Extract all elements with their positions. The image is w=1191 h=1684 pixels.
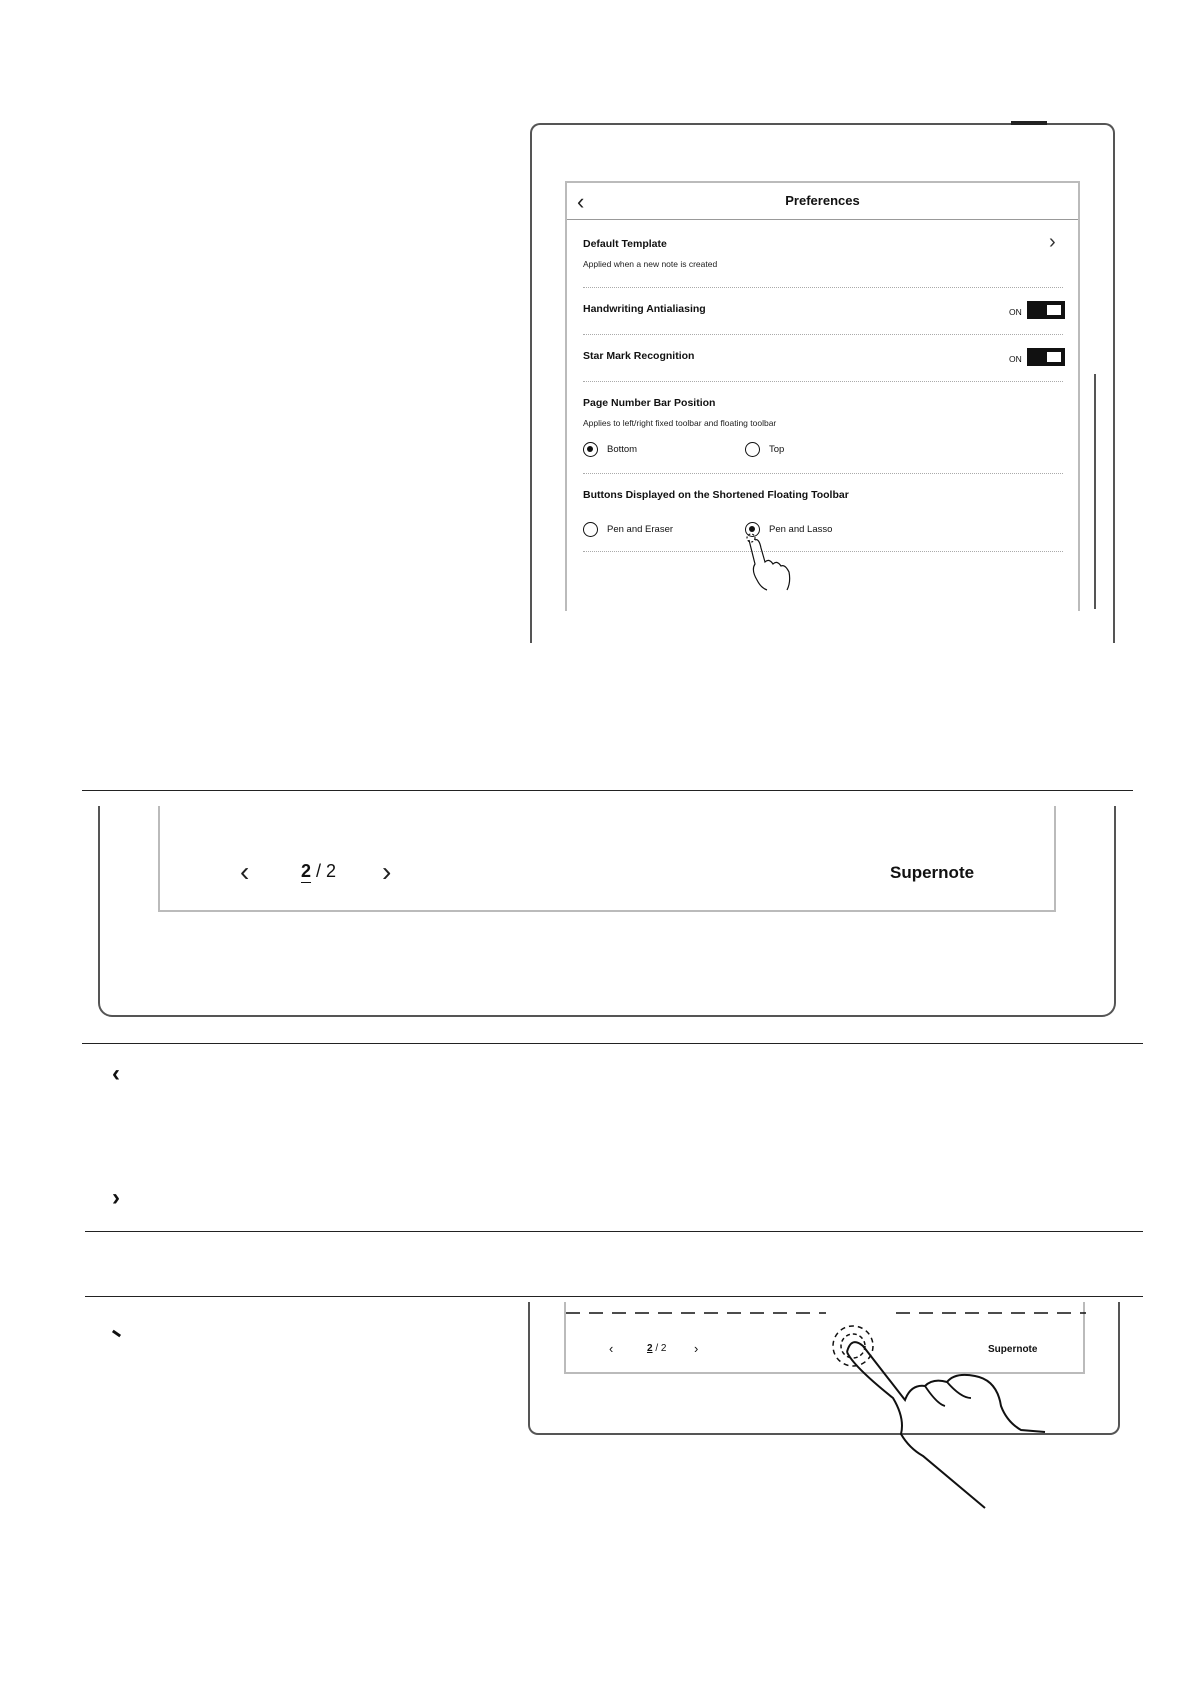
preferences-screen (565, 181, 1080, 611)
page-separator: / (311, 861, 327, 881)
page-bar-screen (158, 806, 1056, 912)
next-page-icon[interactable]: › (382, 856, 392, 887)
star-mark-title: Star Mark Recognition (583, 350, 695, 362)
floating-toolbar-title: Buttons Displayed on the Shortened Floating Toolbar (583, 489, 849, 501)
radio-top[interactable] (745, 442, 760, 457)
section-divider (82, 1043, 1143, 1044)
brand-label-small: Supernote (988, 1344, 1038, 1355)
hand-press-gesture-icon (825, 1318, 1085, 1528)
tick-mark-icon (112, 1330, 121, 1338)
radio-pen-eraser[interactable] (583, 522, 598, 537)
divider (583, 287, 1063, 288)
total-pages: 2 (326, 861, 337, 881)
star-mark-state: ON (1009, 354, 1022, 364)
default-template-subtitle: Applied when a new note is created (583, 259, 718, 269)
radio-pen-eraser-label: Pen and Eraser (607, 524, 674, 535)
page-title: Preferences (785, 193, 860, 208)
radio-top-label: Top (769, 444, 785, 455)
device-side-line (1094, 374, 1096, 609)
radio-bottom-label: Bottom (607, 444, 638, 455)
antialiasing-toggle[interactable] (1027, 301, 1065, 319)
divider (583, 381, 1063, 382)
divider (583, 334, 1063, 335)
radio-bottom[interactable] (583, 442, 598, 457)
power-button (1011, 121, 1047, 125)
antialiasing-state: ON (1009, 307, 1022, 317)
page-indicator-small[interactable] (647, 1343, 666, 1354)
page-indicator[interactable] (301, 861, 336, 882)
chevron-right-icon[interactable]: › (1049, 231, 1056, 253)
divider (583, 551, 1063, 552)
prev-page-icon[interactable]: ‹ (240, 856, 250, 887)
preferences-header (567, 183, 1078, 220)
tapping-hand-icon (737, 528, 797, 598)
star-mark-toggle[interactable] (1027, 348, 1065, 366)
back-chevron-icon[interactable]: ‹ (577, 189, 585, 214)
section-divider (82, 790, 1133, 791)
page-number-bar-title: Page Number Bar Position (583, 397, 716, 409)
antialiasing-title: Handwriting Antialiasing (583, 303, 706, 315)
current-page-small: 2 (647, 1343, 653, 1354)
dashed-boundary-line (566, 1310, 1086, 1316)
total-pages-small: 2 (660, 1343, 667, 1354)
default-template-title: Default Template (583, 238, 667, 250)
radio-pen-lasso-label: Pen and Lasso (769, 524, 833, 535)
next-page-icon-small[interactable]: › (694, 1341, 699, 1356)
prev-page-icon-small[interactable]: ‹ (609, 1341, 614, 1356)
chevron-right-icon: › (112, 1184, 120, 1211)
chevron-left-icon: ‹ (112, 1060, 120, 1087)
page-separator-small: / (652, 1343, 661, 1354)
brand-label: Supernote (890, 863, 975, 882)
section-divider (85, 1296, 1143, 1297)
section-divider (85, 1231, 1143, 1232)
divider (583, 473, 1063, 474)
page-number-bar-subtitle: Applies to left/right fixed toolbar and floating toolbar (583, 418, 777, 428)
current-page: 2 (301, 861, 312, 881)
